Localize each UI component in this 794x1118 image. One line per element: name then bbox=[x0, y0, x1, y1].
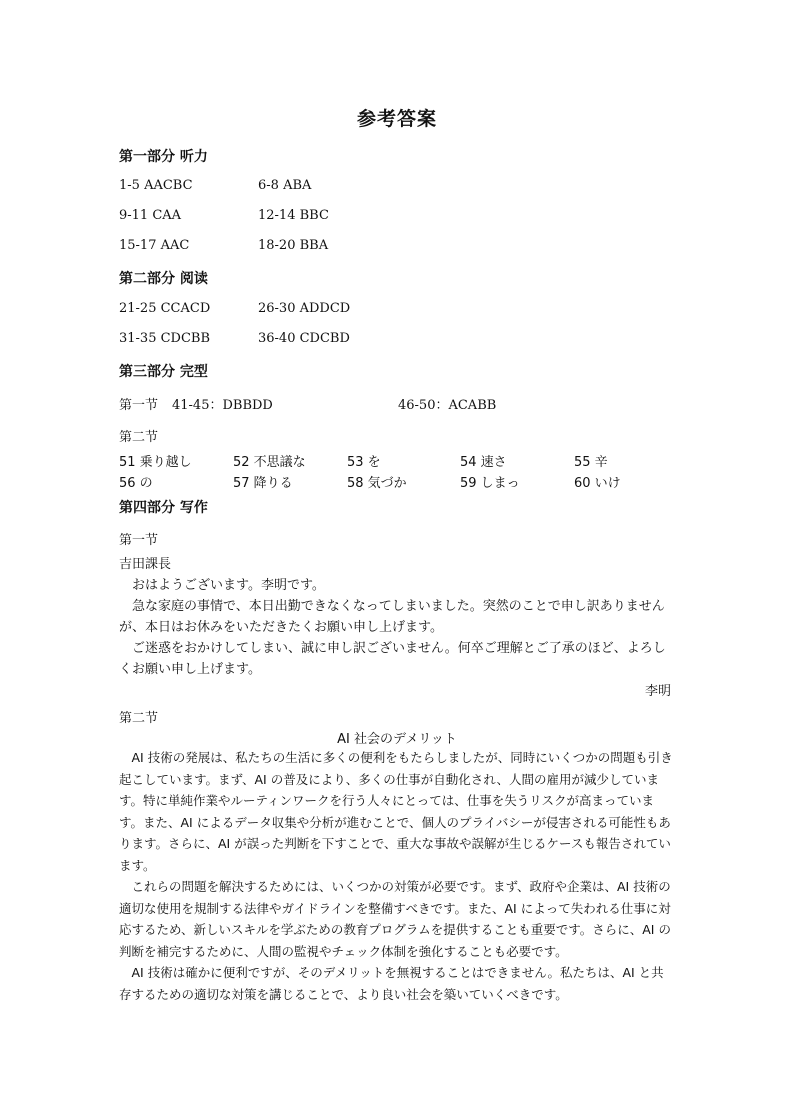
essay-paragraph: AI 技術は確かに便利ですが、そのデメリットを無視することはできません。私たちは、AI と共存するための適切な対策を講じることで、より良い社会を築いていくべきです。 bbox=[119, 965, 664, 1002]
letter-signature: 李明 bbox=[644, 684, 671, 699]
essay-paragraph: これらの問題を解決するためには、いくつかの対策が必要です。まず、政府や企業は、AI 技術の適切な使用を規制する法律やガイドラインを整備すべきです。また、AI によって失われる仕事に対応するため、新しいスキルを学ぶための教育プログラムを提供することも重要です。さらに、AI の判断を補完するために、人間の監視やチェック体制を強化することも必要です。 bbox=[119, 879, 671, 959]
vocab-answer: 60 いけ bbox=[574, 476, 621, 491]
answer-group: 6-8 ABA bbox=[258, 178, 312, 193]
vocab-answer: 53 を bbox=[347, 455, 381, 470]
essay-body bbox=[119, 747, 675, 1005]
answer-group: 18-20 BBA bbox=[258, 238, 329, 253]
section-label: 第一节 bbox=[119, 533, 159, 548]
letter-paragraph: おはようございます。李明です。 bbox=[132, 578, 325, 593]
essay-title: AI 社会のデメリット bbox=[337, 732, 457, 747]
section-label: 第二节 bbox=[119, 711, 159, 726]
answer-group: 36-40 CDCBD bbox=[258, 331, 350, 346]
answer-group: 12-14 BBC bbox=[258, 208, 329, 223]
page-title: 参考答案 bbox=[356, 108, 437, 130]
answer-group: 41-45：DBBDD bbox=[172, 398, 273, 413]
vocab-answer: 57 降りる bbox=[233, 476, 293, 491]
letter-paragraph: 急な家庭の事情で、本日出勤できなくなってしまいました。突然のことで申し訳ありませんが、本日はお休みをいただきたくお願い申し上げます。 bbox=[119, 599, 665, 635]
letter-addressee: 吉田課長 bbox=[119, 557, 172, 572]
section-label: 第二节 bbox=[119, 430, 159, 445]
vocab-answer: 52 不思議な bbox=[233, 455, 306, 470]
part3-heading: 第三部分 完型 bbox=[119, 364, 208, 380]
vocab-answer: 55 辛 bbox=[574, 455, 608, 470]
vocab-answer: 59 しまっ bbox=[460, 476, 520, 491]
answer-group: 15-17 AAC bbox=[119, 238, 190, 253]
part2-heading: 第二部分 阅读 bbox=[119, 271, 208, 287]
vocab-answer: 51 乗り越し bbox=[119, 455, 192, 470]
essay-paragraph: AI 技術の発展は、私たちの生活に多くの便利をもたらしましたが、同時にいくつかの問題も引き起こしています。まず、AI の普及により、多くの仕事が自動化され、人間の雇用が減少しています。特に単純作業やルーティンワークを行う人々にとっては、仕事を失うリスクが高まっています。また、AI によるデータ収集や分析が進むことで、個人のプライバシーが侵害される可能性もあります。さらに、AI が誤った判断を下すことで、重大な事故や誤解が生じるケースも報告されています。 bbox=[119, 750, 673, 873]
answer-group: 31-35 CDCBB bbox=[119, 331, 211, 346]
vocab-answer: 58 気づか bbox=[347, 476, 407, 491]
answer-group: 46-50：ACABB bbox=[398, 398, 497, 413]
answer-group: 9-11 CAA bbox=[119, 208, 182, 223]
answer-group: 26-30 ADDCD bbox=[258, 301, 351, 316]
part1-heading: 第一部分 听力 bbox=[119, 149, 208, 165]
vocab-answer: 54 速さ bbox=[460, 455, 507, 470]
vocab-answer: 56 の bbox=[119, 476, 153, 491]
answer-group: 1-5 AACBC bbox=[119, 178, 193, 193]
letter-body bbox=[119, 554, 671, 680]
section-label: 第一节 bbox=[119, 398, 159, 413]
part4-heading: 第四部分 写作 bbox=[119, 500, 208, 516]
letter-paragraph: ご迷惑をおかけしてしまい、誠に申し訳ございません。何卒ご理解とご了承のほど、よろしくお願い申し上げます。 bbox=[119, 641, 666, 677]
answer-group: 21-25 CCACD bbox=[119, 301, 211, 316]
